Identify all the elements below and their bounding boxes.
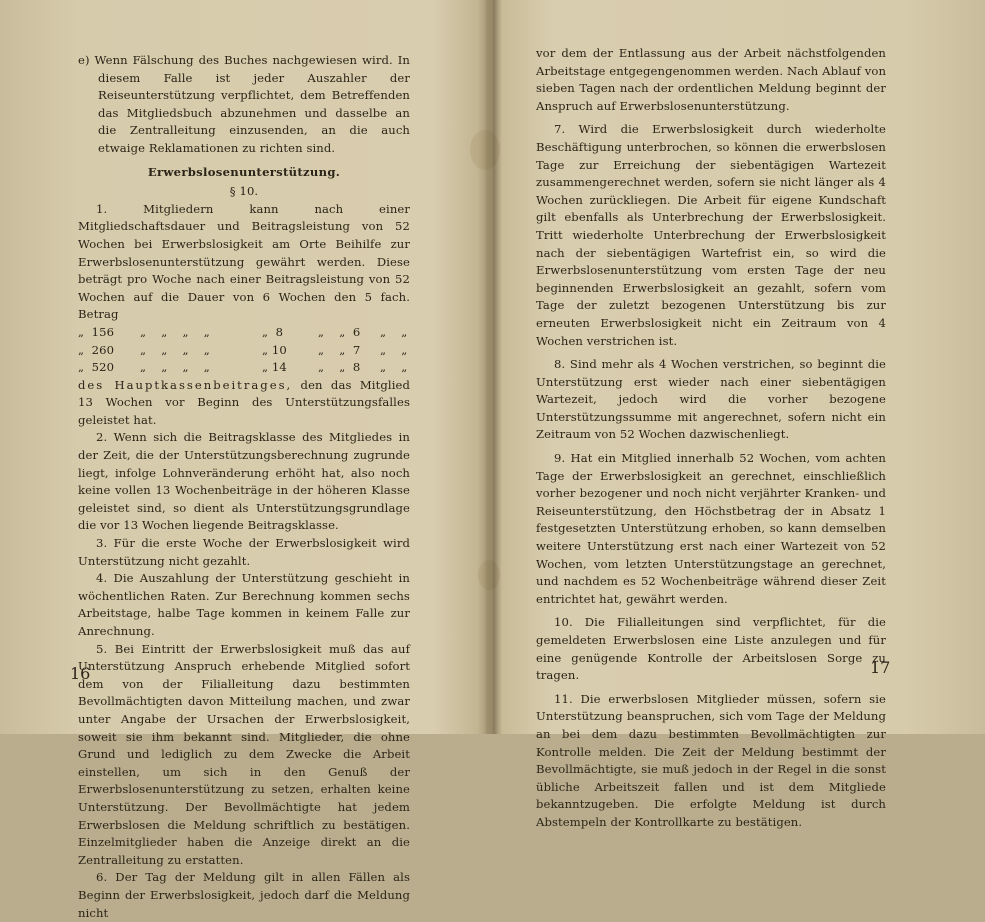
table-row: [78, 324, 410, 342]
section-heading: Erwerbslosenunterstützung.: [147, 164, 341, 179]
paragraph-1-tail: den das Mitglied 13 Wochen vor Beginn des Unterstützungsfalles geleistet hat.: [78, 377, 410, 427]
paragraph-8: 8. Sind mehr als 4 Wochen verstrichen, so beginnt die Unterstützung erst wieder nach einer siebentägigen Wartezeit, jedoch wird die vorher bezogene Unterstützungssumme mit angerechnet, sofern nicht ein Zeitraum von 52 Wochen dazwischenliegt.: [536, 357, 886, 442]
paragraph-2: 2. Wenn sich die Beitragsklasse des Mitgliedes in der Zeit, die der Unterstützungsberechnung zugrunde liegt, infolge Lohnveränderung erhöht hat, also noch keine vollen 13 Wochenbeiträge in der höheren Klasse geleistet sind, so dient als Unterstützungsgrundlage die vor 13 Wochen liegende Beitragsklasse.: [78, 430, 410, 533]
paragraph-3: 3. Für die erste Woche der Erwerbslosigkeit wird Unterstützung nicht gezahlt.: [78, 536, 410, 568]
table-cell: „ „ 6: [318, 324, 361, 339]
paragraph-10: 10. Die Filialleitungen sind verpflichtet, für die gemeldeten Erwerbslosen eine Liste anzulegen und für eine genügende Kontrolle der Arbeitslosen Sorge zu tragen.: [536, 615, 886, 683]
paragraph-7: 7. Wird die Erwerbslosigkeit durch wiederholte Beschäftigung unterbrochen, so können die erwerbslosen Tage zur Erreichung der siebentägigen Wartezeit zusammengerechnet werden, sofern sie nicht länger als 4 Wochen zurückliegen. Die Arbeit für eigene Kundschaft gilt ebenfalls als Unterbrechung der Erwerbslosigkeit. Tritt wiederholte Unterbrechung der Erwerbslosigkeit nach der siebentägigen Wartefrist ein, so wird die Erwerbslosenunterstützung vom ersten Tage der neu beginnenden Erwerbslosigkeit an gezahlt, sofern vom Tage der zuletzt bezogenen Unterstützung bis zur erneuten Erwerbslosigkeit nicht ein Zeitraum von 4 Wochen verstrichen ist.: [536, 122, 886, 348]
table-cell: „ 8: [262, 324, 284, 339]
table-cell: „ „: [380, 324, 408, 339]
table-cell: „ „ 8: [318, 360, 361, 375]
left-page: [0, 0, 490, 920]
paragraph-11: 11. Die erwerbslosen Mitglieder müssen, sofern sie Unterstützung beanspruchen, sich vom Tage der Meldung an bei dem dazu bestimmten Bevollmächtigten zur Kontrolle melden. Die Zeit der Meldung bestimmt der Bevollmächtigte, sie muß jedoch in der Regel in die sonst übliche Arbeitszeit fallen und ist dem Mitgliede bekanntzugeben. Die erfolgte Meldung ist durch Abstempeln der Kontrollkarte zu bestätigen.: [536, 691, 886, 829]
table-cell: „ „ „ „: [140, 360, 210, 375]
paragraph-5: 5. Bei Eintritt der Erwerbslosigkeit muß das auf Unterstützung Anspruch erhebende Mitglied sofort dem von der Filialleitung dazu bestimmten Bevollmächtigten davon Mitteilung machen, und zwar unter Angabe der Ursachen der Erwerbslosigkeit, soweit sie ihm bekannt sind. Mitglieder, die ohne Grund und lediglich zu dem Zwecke die Arbeit einstellen, um sich in den Genuß der Erwerbslosenunterstützung zu setzen, erhalten keine Unterstützung. Der Bevollmächtigte hat jedem Erwerbslosen die Meldung schriftlich zu bestätigen. Einzelmitglieder haben die Anzeige direkt an die Zentralleitung zu erstatten.: [78, 641, 410, 867]
table-cell: „ „ „ „: [140, 324, 210, 339]
right-page-text: [536, 45, 886, 832]
page-number: 16: [70, 664, 91, 683]
paragraph-4: 4. Die Auszahlung der Unterstützung geschieht in wöchentlichen Raten. Zur Berechnung kommen sechs Arbeitstage, halbe Tage kommen in keinem Falle zur Anrechnung.: [78, 571, 410, 638]
table-cell: „ 520: [78, 360, 115, 375]
table-cell: „ „: [380, 360, 408, 375]
paragraph-6: 6. Der Tag der Meldung gilt in allen Fällen als Beginn der Erwerbslosigkeit, jedoch darf die Meldung nicht: [78, 870, 410, 920]
table-row: [78, 342, 410, 360]
right-page: [494, 0, 985, 829]
paragraph-1-continued: [78, 377, 410, 430]
page-number: 17: [870, 658, 891, 677]
table-cell: „ 14: [262, 360, 287, 375]
table-cell: „ „: [380, 342, 408, 357]
table-cell: „ 156: [78, 324, 115, 339]
paragraph-9: 9. Hat ein Mitglied innerhalb 52 Wochen, vom achten Tage der Erwerbslosigkeit an gerechnet, einschließlich vorher bezogener und noch nicht verjährter Kranken- und Reiseunterstützung, den Höchstbetrag der in Absatz 1 festgesetzten Unterstützung erhoben, so kann demselben weitere Unterstützung erst nach einer Wartezeit von 52 Wochen, vom letzten Unterstützungstage an gerechnet, und nachdem es 52 Wochenbeiträge während dieser Zeit entrichtet hat, gewährt werden.: [536, 451, 886, 606]
paragraph-e: e) Wenn Fälschung des Buches nachgewiesen wird. In diesem Falle ist jeder Auszahler der Reiseunterstützung verpflichtet, dem Betreffenden das Mitgliedsbuch abzunehmen und dasselbe an die Zentralleitung einzusenden, an die auch etwaige Reklamationen zu richten sind.: [78, 53, 410, 155]
emphasized-term: des Hauptkassenbeitrages,: [78, 377, 293, 392]
table-row: [78, 359, 410, 377]
table-cell: „ 260: [78, 342, 115, 357]
contribution-table: [78, 324, 410, 377]
paragraph-1: 1. Mitgliedern kann nach einer Mitgliedschaftsdauer und Beitragsleistung von 52 Wochen bei Erwerbslosigkeit am Orte Beihilfe zur Erwerbslosenunterstützung gewährt werden. Diese beträgt pro Woche nach einer Beitragsleistung von 52 Wochen auf die Dauer von 6 Wochen den 5 fach. Betrag: [78, 201, 410, 322]
left-page-text: [78, 52, 410, 922]
section-number: § 10.: [229, 184, 259, 199]
table-cell: „ „ „ „: [140, 342, 210, 357]
paragraph-continued: vor dem der Entlassung aus der Arbeit nächstfolgenden Arbeitstage entgegengenommen werden. Nach Ablauf von sieben Tagen nach der ordentlichen Meldung beginnt der Anspruch auf Erwerbslosenunterstützung.: [536, 46, 887, 113]
table-cell: „ „ 7: [318, 342, 361, 357]
table-cell: „ 10: [262, 342, 287, 357]
